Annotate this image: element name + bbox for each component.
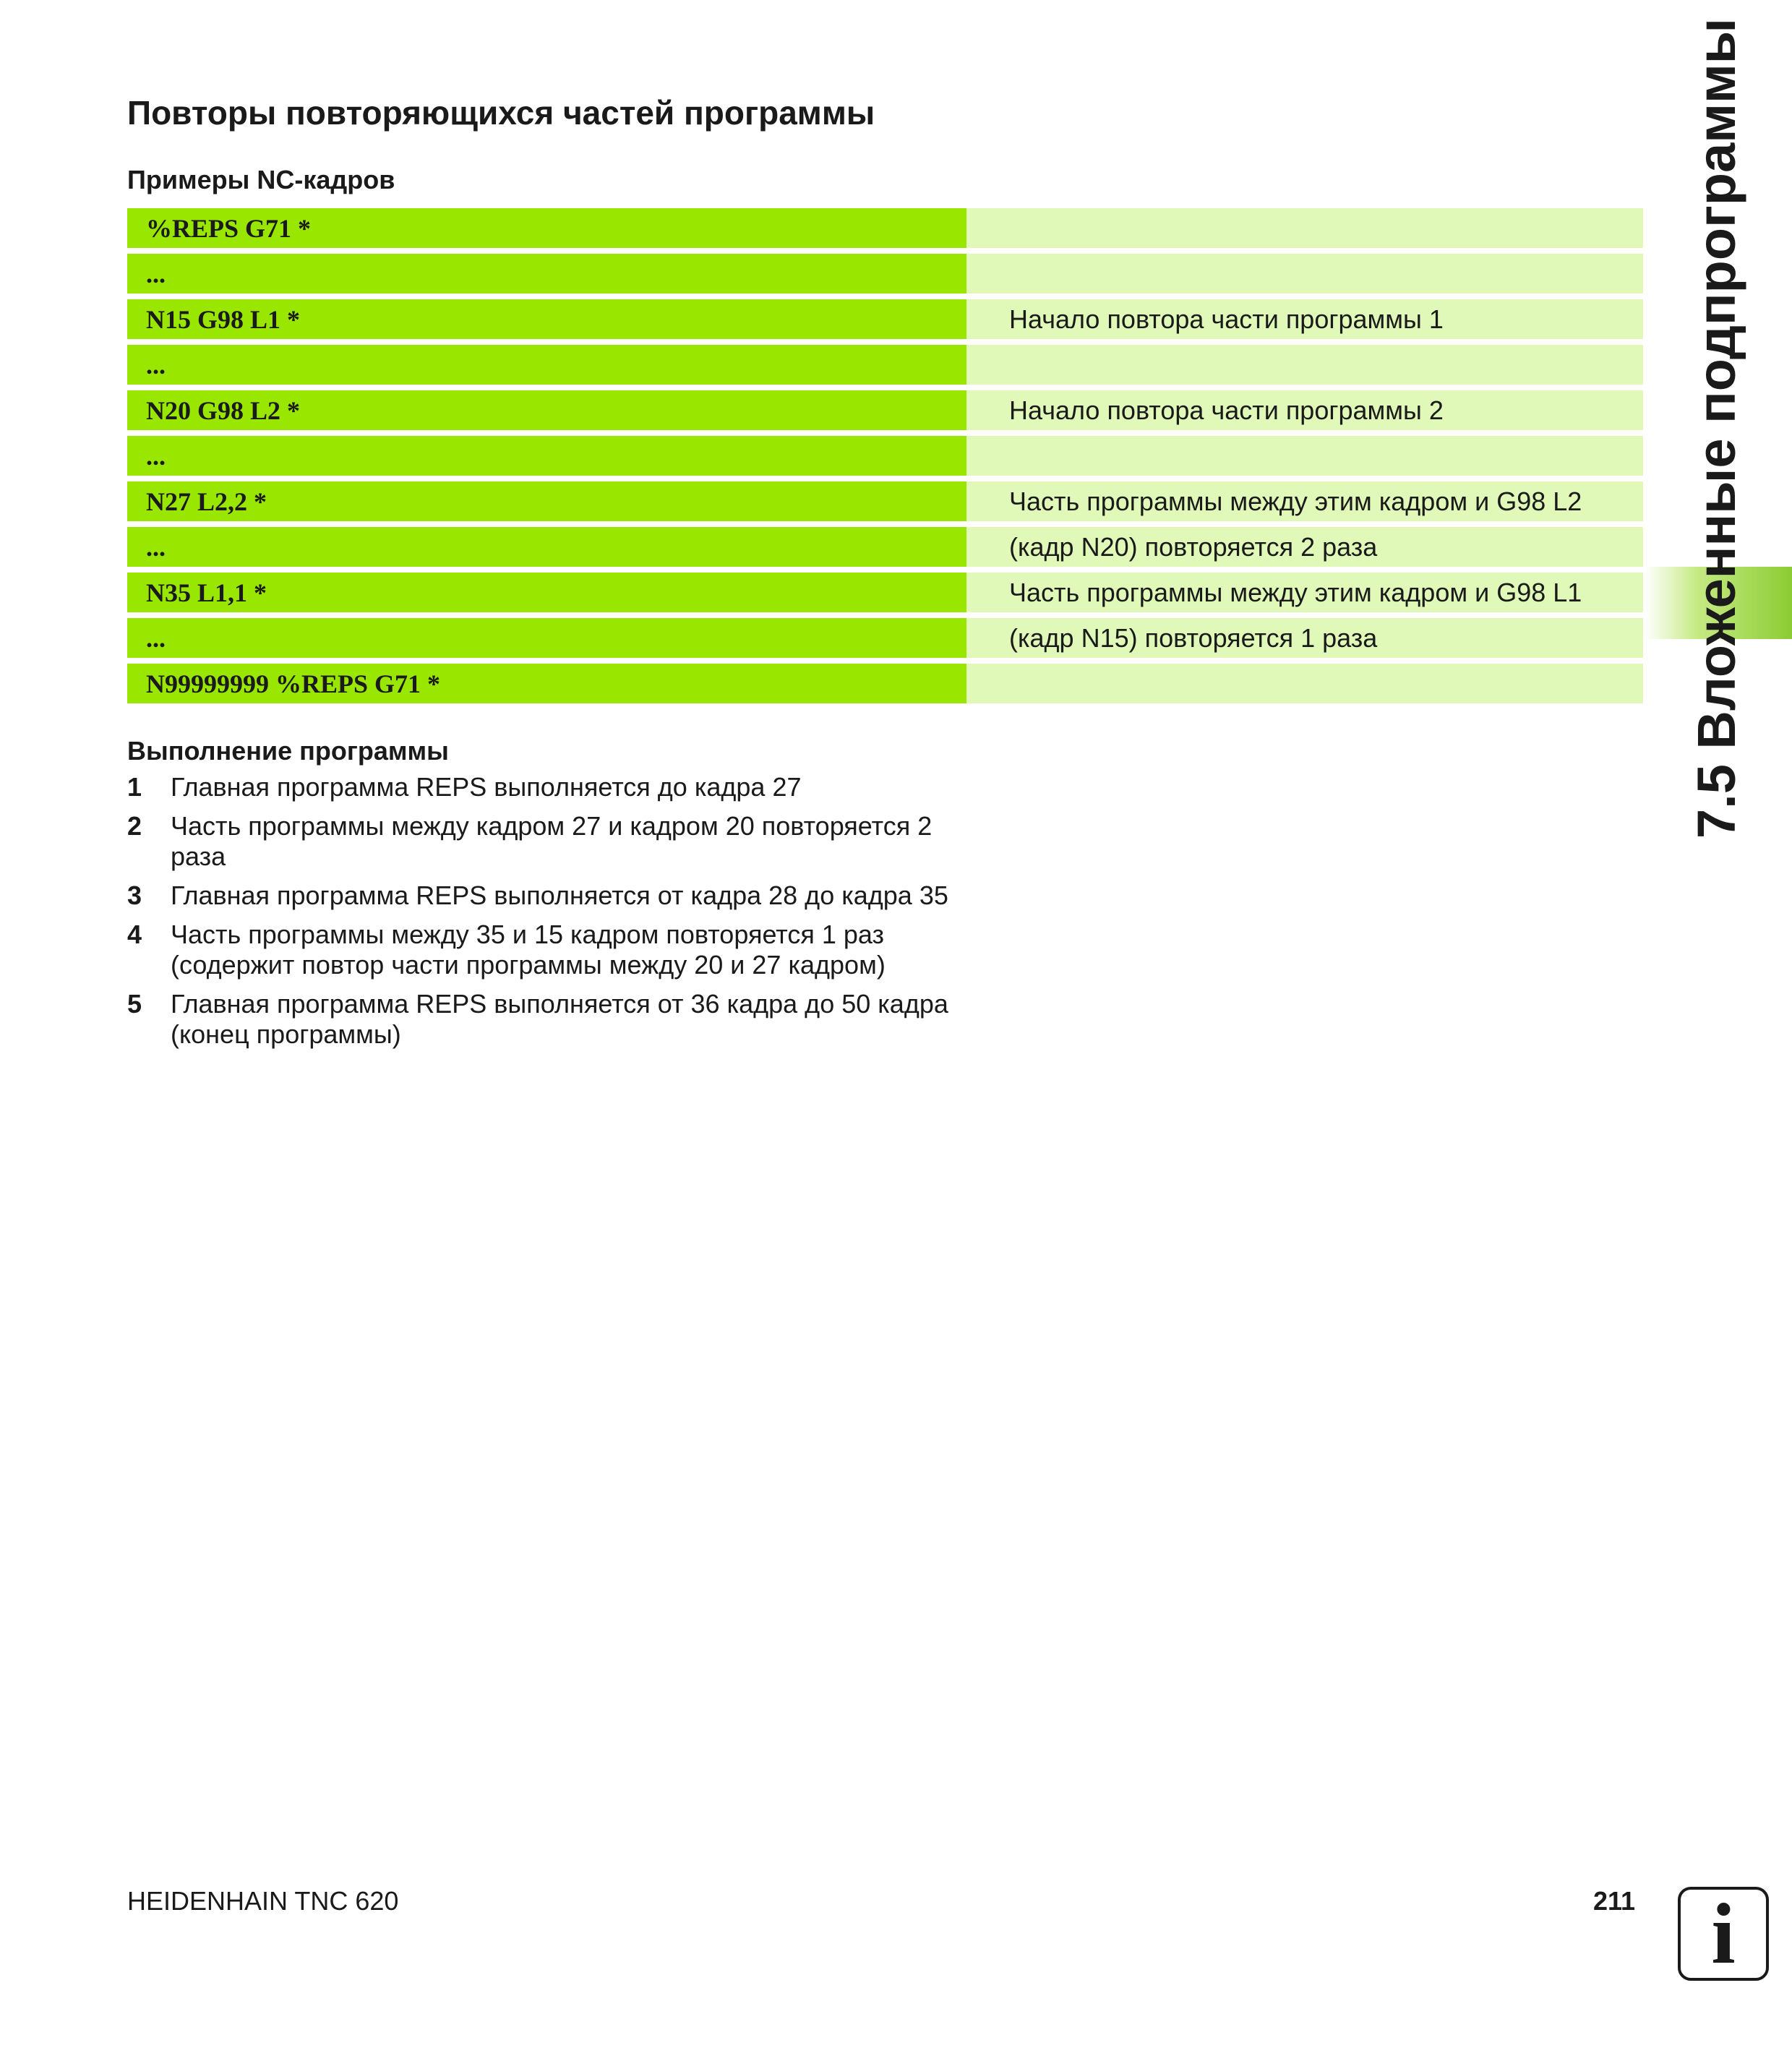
nc-comment-cell: Часть программы между этим кадром и G98 L2: [966, 481, 1643, 521]
table-row: [127, 527, 1643, 567]
footer-product-name: HEIDENHAIN TNC 620: [127, 1886, 399, 1916]
list-item: [127, 989, 980, 1050]
nc-comment-cell: [966, 436, 1643, 476]
nc-code-cell: N35 L1,1 *: [127, 573, 966, 612]
nc-code-cell: ...: [127, 345, 966, 385]
nc-block-table: [127, 208, 1643, 703]
section-subtitle: Примеры NC-кадров: [127, 165, 395, 194]
step-text: Часть программы между 35 и 15 кадром повторяется 1 раз (содержит повтор части программы между 20 и 27 кадром): [171, 920, 886, 980]
step-number: 3: [127, 881, 142, 910]
nc-comment-cell: Начало повтора части программы 1: [966, 299, 1643, 339]
nc-comment-cell: Часть программы между этим кадром и G98 L1: [966, 573, 1643, 612]
table-row: [127, 345, 1643, 385]
nc-comment-cell: [966, 664, 1643, 703]
nc-code-cell: ...: [127, 527, 966, 567]
table-row: [127, 664, 1643, 703]
step-number: 2: [127, 811, 142, 841]
table-row: [127, 573, 1643, 612]
info-icon: i: [1678, 1887, 1769, 1981]
step-text: Главная программа REPS выполняется до кадра 27: [171, 772, 802, 802]
step-number: 4: [127, 920, 142, 949]
nc-code-cell: ...: [127, 436, 966, 476]
step-text: Часть программы между кадром 27 и кадром 20 повторяется 2 раза: [171, 811, 933, 871]
side-section-title: 7.5 Вложенные подпрограммы: [1686, 18, 1746, 839]
nc-comment-cell: (кадр N20) повторяется 2 раза: [966, 527, 1643, 567]
table-row: [127, 618, 1643, 658]
step-number: 5: [127, 989, 142, 1019]
nc-code-cell: N15 G98 L1 *: [127, 299, 966, 339]
nc-comment-cell: [966, 208, 1643, 248]
nc-comment-cell: (кадр N15) повторяется 1 раза: [966, 618, 1643, 658]
table-row: [127, 254, 1643, 294]
list-item: [127, 811, 980, 872]
table-row: [127, 481, 1643, 521]
list-item: [127, 881, 980, 911]
step-number: 1: [127, 772, 142, 802]
list-item: [127, 920, 980, 980]
nc-code-cell: N99999999 %REPS G71 *: [127, 664, 966, 703]
nc-comment-cell: [966, 345, 1643, 385]
page-title: Повторы повторяющихся частей программы: [127, 94, 875, 132]
table-row: [127, 208, 1643, 248]
nc-code-cell: N27 L2,2 *: [127, 481, 966, 521]
nc-code-cell: N20 G98 L2 *: [127, 390, 966, 430]
nc-comment-cell: Начало повтора части программы 2: [966, 390, 1643, 430]
list-item: [127, 772, 980, 802]
page-number: 211: [1593, 1886, 1636, 1916]
nc-code-cell: ...: [127, 618, 966, 658]
step-text: Главная программа REPS выполняется от кадра 28 до кадра 35: [171, 881, 948, 910]
nc-code-cell: %REPS G71 *: [127, 208, 966, 248]
table-row: [127, 436, 1643, 476]
step-text: Главная программа REPS выполняется от 36 кадра до 50 кадра (конец программы): [171, 989, 948, 1049]
execution-heading: Выполнение программы: [127, 736, 449, 766]
nc-code-cell: ...: [127, 254, 966, 294]
nc-comment-cell: [966, 254, 1643, 294]
table-row: [127, 390, 1643, 430]
table-row: [127, 299, 1643, 339]
execution-steps-list: [127, 772, 980, 1058]
